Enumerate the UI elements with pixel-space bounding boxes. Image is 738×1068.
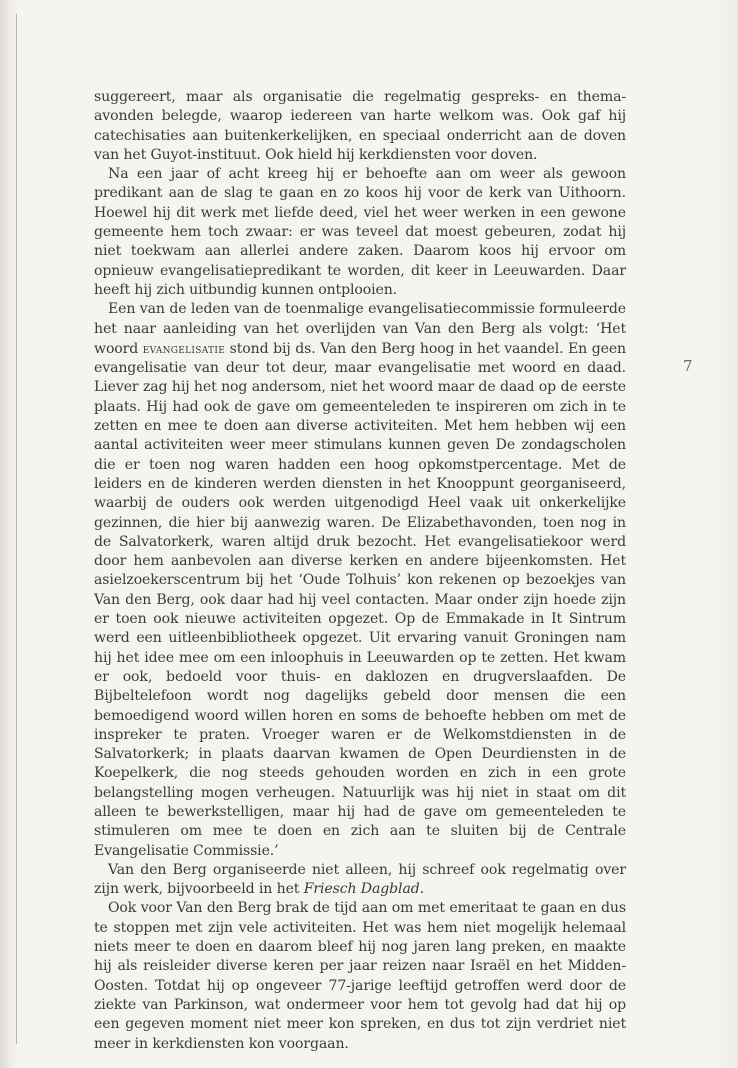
paragraph-3 <box>94 300 626 861</box>
paragraph-1: suggereert, maar als organisatie die regelmatig gespreks- en thema-avonden belegde, waarop iedereen van harte welkom was. Ook gaf hij catechisaties aan buitenkerkelijken, en speciaal onderricht aan de doven van het Guyot-instituut. Ook hield hij kerkdiensten voor doven. <box>94 89 626 163</box>
gutter-line <box>16 14 17 1044</box>
paragraph-4-end: . <box>419 881 425 898</box>
page-edge-shadow <box>714 0 738 1068</box>
paragraph-3-start: Een van de leden van de toenmalige evangelisatiecommissie formuleerde het naar aanleiding van het overlijden van Van den Berg als volgt: ‘Het woord <box>94 301 626 357</box>
paragraph-4 <box>94 861 626 900</box>
paragraph-2: Na een jaar of acht kreeg hij er behoefte aan om weer als gewoon predikant aan de slag te gaan en zo koos hij voor de kerk van Uithoorn. Hoewel hij dit werk met liefde deed, viel het weer werken in een gewone gemeente hem toch zwaar: er was teveel dat moest gebeuren, zodat hij niet toekwam aan allerlei andere zaken. Daarom koos hij ervoor om opnieuw evangelisatiepredikant te worden, dit keer in Leeuwarden. Daar heeft hij zich uitbundig kunnen ontplooien. <box>94 166 626 298</box>
page-number: 7 <box>683 357 693 375</box>
body-text <box>94 88 626 1054</box>
paragraph-5: Ook voor Van den Berg brak de tijd aan om met emeritaat te gaan en dus te stoppen met zijn vele activiteiten. Het was hem niet mogelijk helemaal niets meer te doen en daarom bleef hij nog jaren lang preken, en maakte hij als reisleider diverse keren per jaar reizen naar Israël en het Midden-Oosten. Totdat hij op ongeveer 77-jarige leeftijd getroffen werd door de ziekte van Parkinson, wat ondermeer voor hem tot gevolg had dat hij op een gegeven moment niet meer kon spreken, en dus tot zijn verdriet niet meer in kerkdiensten kon voorgaan. <box>94 900 626 1052</box>
smallcaps-term: evangelisatie <box>142 340 226 356</box>
paragraph-4-start: Van den Berg organiseerde niet alleen, hij schreef ook regelmatig over zijn werk, bijvoorbeeld in het <box>94 861 626 898</box>
paragraph-3-rest: stond bij ds. Van den Berg hoog in het vaandel. En geen evangelisatie van deur tot deur, maar evangelisatie met woord en daad. Liever zag hij het nog andersom, niet het woord maar de daad op de eerste plaats. Hij had ook de gave om gemeenteleden te inspireren om zich in te zetten en mee te doen aan diverse activiteiten. Met hem hebben wij een aantal activiteiten weer meer stimulans kunnen geven De zondagscholen die er toen nog waren hadden een hoog opkomstpercentage. Met de leiders en de kinderen werden diensten in het Knooppunt georganiseerd, waarbij de ouders ook werden uitgenodigd Heel vaak uit onkerkelijke gezinnen, die hier bij aanwezig waren. De Elizabethavonden, toen nog in de Salvatorkerk, waren altijd druk bezocht. Het evangelisatiekoor werd door hem aanbevolen aan diverse kerken en andere bijeenkomsten. Het asielzoekerscentrum bij het ‘Oude Tolhuis’ kon rekenen op bezoekjes van Van den Berg, ook daar had hij veel contacten. Maar onder zijn hoede zijn er toen ook nieuwe activiteiten opgezet. Op de Emmakade in It Sintrum werd een uitleenbibliotheek opgezet. Uit ervaring vanuit Groningen nam hij het idee mee om een inloophuis in Leeuwarden op te zetten. Het kwam er ook, bedoeld voor thuis- en daklozen en drugverslaafden. De Bijbeltelefoon wordt nog dagelijks gebeld door mensen die een bemoedigend woord willen horen en soms de behoefte hebben om met de inspreker te praten. Vroeger waren er de Welkomstdiensten in de Salvatorkerk; in plaats daarvan kwamen de Open Deurdiensten in de Koepelkerk, die nog steeds gehouden worden en zich in een grote belangstelling mogen verheugen. Natuurlijk was hij niet in staat om dit alleen te bewerkstelligen, maar hij had de gave om gemeenteleden te stimuleren om mee te doen en zich aan te sluiten bij de Centrale Evangelisatie Commissie.’ <box>94 340 626 859</box>
newspaper-title: Friesch Dagblad <box>303 881 420 898</box>
